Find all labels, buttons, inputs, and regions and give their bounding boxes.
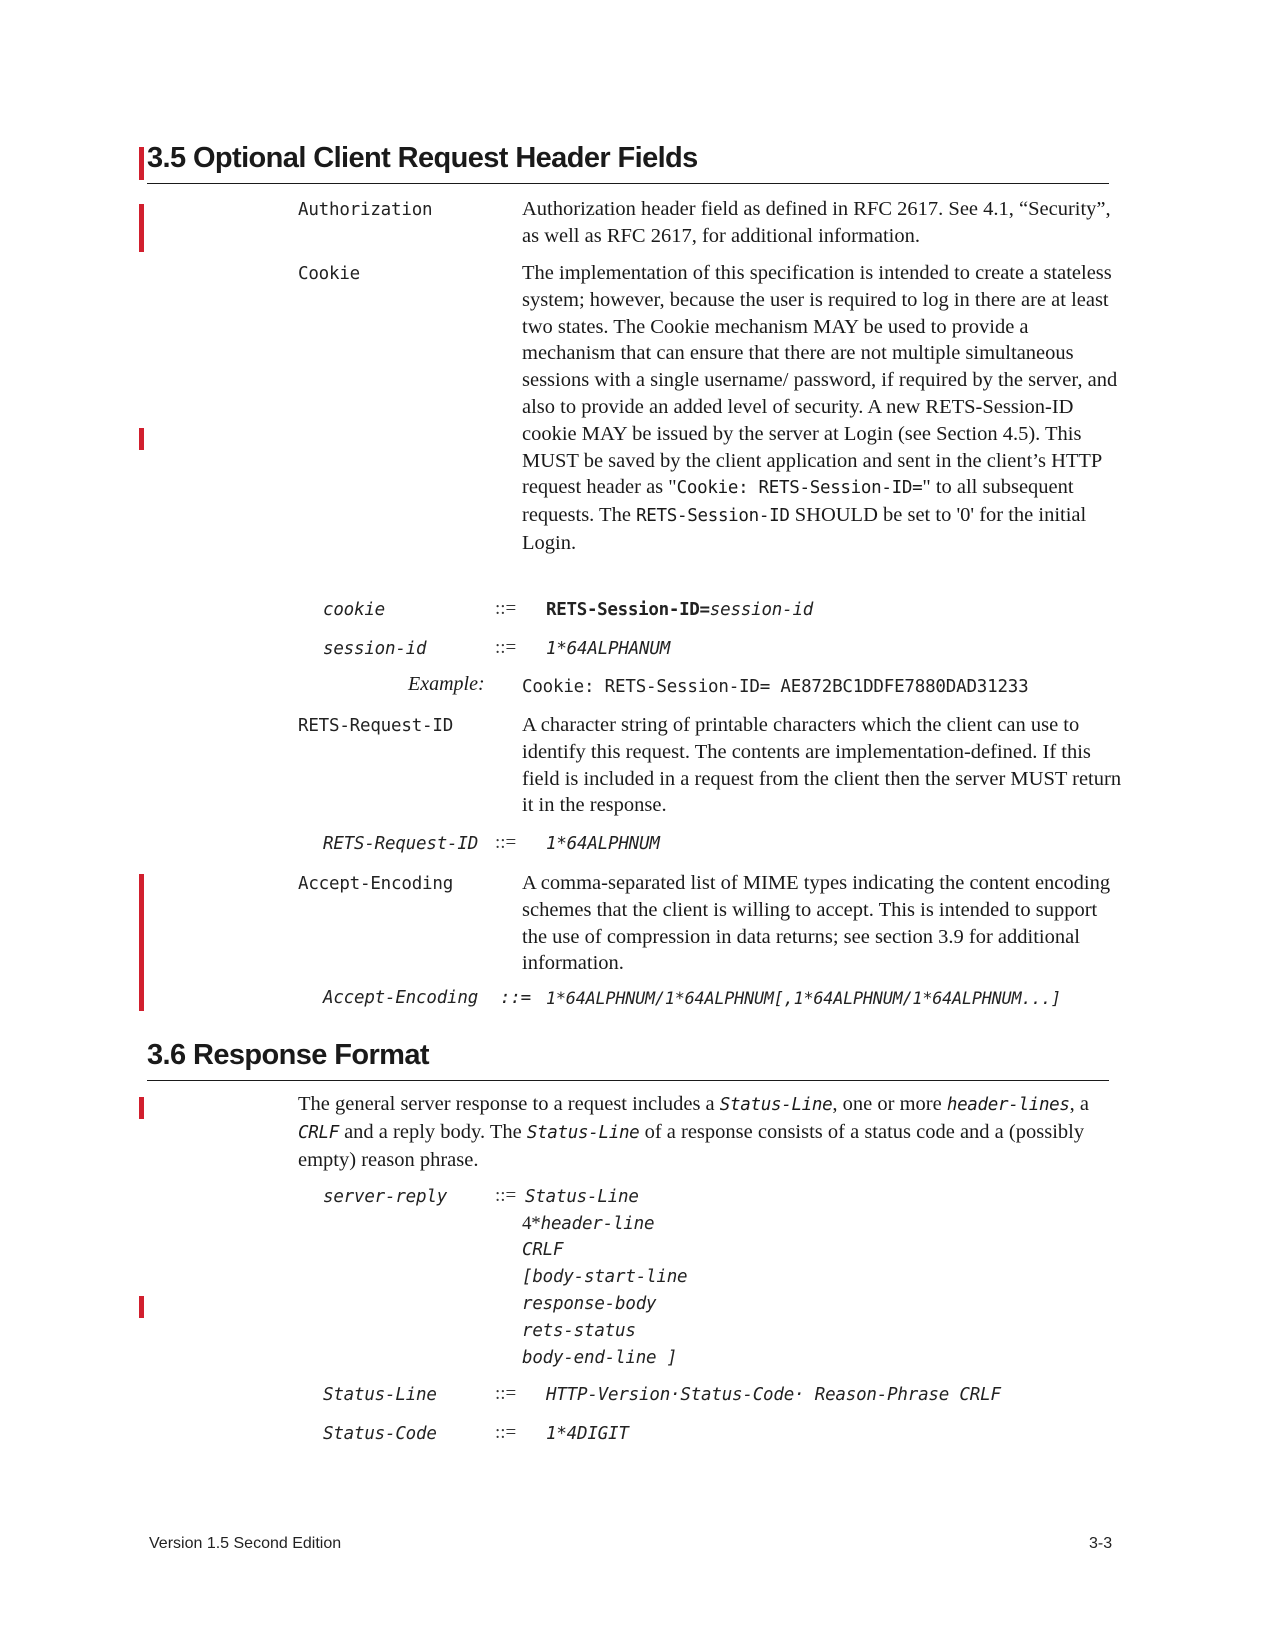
field-term-cookie: Cookie — [298, 264, 361, 284]
field-term-rets-request-id: RETS-Request-ID — [298, 716, 454, 736]
grammar-rhs-accept-encoding: 1*64ALPHNUM/1*64ALPHNUM[,1*64ALPHNUM/1*64ALPHNUM...] — [546, 988, 1061, 1008]
intro-term: Status-Line — [719, 1095, 833, 1115]
cookie-desc-text-2: " to all subsequent requests. The — [522, 476, 1074, 527]
footer-edition: Version 1.5 Second Edition — [149, 1535, 342, 1552]
heading-rule — [147, 1080, 1109, 1081]
change-bar — [139, 1097, 144, 1119]
section-heading-3-5: 3.5 Optional Client Request Header Fields — [147, 142, 698, 174]
grammar-lhs-session-id: session-id — [323, 639, 427, 659]
intro-text: The general server response to a request includes a — [298, 1093, 720, 1115]
field-desc-authorization: Authorization header field as defined in RFC 2617. See 4.1, “Security”, as well as RFC 2617, for additional information. — [522, 198, 1111, 247]
intro-term: header-lines — [946, 1095, 1070, 1115]
field-term-authorization: Authorization — [298, 200, 433, 220]
grammar-rhs-cookie — [546, 600, 813, 620]
example-label: Example: — [408, 673, 485, 695]
grammar-lhs-rets-request-id: RETS-Request-ID — [323, 834, 479, 854]
grammar-operator: ::= — [500, 988, 532, 1008]
intro-text: , one or more — [832, 1093, 947, 1115]
grammar-rhs-status-line: HTTP-Version·Status-Code· Reason-Phrase CRLF — [546, 1385, 1001, 1405]
grammar-rhs-session-id: 1*64ALPHANUM — [546, 639, 671, 659]
repeat-prefix: 4* — [522, 1213, 541, 1234]
cookie-desc-text-1: The implementation of this specification is intended to create a stateless system; however, because the user is required to log in there are at least two states. The Cookie mechanism MAY be used to provide a mechanism that can ensure that there are not multiple simultaneous sessions with a single username/ password, if required by the server, and also to provide an added level of security. A new RETS-Session-ID cookie MAY be issued by the server at Login (see Section 4.5). This MUST be saved by the client application and sent in the client’s HTTP request header as " — [522, 262, 1118, 499]
server-reply-line — [522, 1213, 654, 1235]
grammar-lhs-cookie: cookie — [323, 600, 386, 620]
server-reply-line: [body-start-line — [522, 1267, 688, 1287]
server-reply-line: Status-Line — [525, 1187, 639, 1207]
grammar-rhs-status-code: 1*4DIGIT — [546, 1424, 629, 1444]
intro-text: , a — [1069, 1093, 1090, 1115]
intro-text: and a reply body. The — [338, 1120, 527, 1143]
cookie-desc-code-2: RETS-Session-ID — [636, 506, 790, 527]
grammar-rhs-bold: RETS-Session-ID= — [546, 600, 710, 620]
grammar-lhs-server-reply: server-reply — [323, 1187, 448, 1207]
grammar-lhs-status-line: Status-Line — [323, 1385, 437, 1405]
change-bar — [139, 874, 144, 1011]
grammar-lhs-accept-encoding: Accept-Encoding — [323, 988, 479, 1008]
server-reply-line: response-body — [522, 1294, 657, 1314]
heading-rule — [147, 183, 1109, 184]
cookie-desc-code-1: Cookie: RETS-Session-ID= — [676, 478, 923, 499]
grammar-operator: ::= — [495, 1422, 517, 1443]
change-bar — [139, 204, 144, 252]
footer-page-number: 3-3 — [1089, 1535, 1113, 1552]
response-format-intro — [298, 1091, 1113, 1173]
grammar-operator: ::= — [495, 637, 517, 658]
change-bar — [139, 428, 144, 450]
field-desc-rets-request-id: A character string of printable characters which the client can use to identify this request. The contents are implementation-defined. If this field is included in a request from the client then the server MUST return it in the response. — [522, 714, 1122, 817]
intro-text: of a response consists of a status code and a (possibly empty) reason phrase. — [298, 1120, 1085, 1171]
grammar-operator: ::= — [495, 598, 517, 619]
grammar-operator: ::= — [495, 1383, 517, 1404]
cookie-desc-text-3: SHOULD be set to '0' for the initial Login. — [522, 504, 1087, 554]
server-reply-line: rets-status — [522, 1321, 636, 1341]
grammar-operator: ::= — [495, 832, 517, 853]
field-desc-accept-encoding: A comma-separated list of MIME types indicating the content encoding schemes that the client is willing to accept. This is intended to support the use of compression in data returns; see section 3.9 for additional information. — [522, 872, 1111, 975]
server-reply-line: CRLF — [522, 1240, 564, 1260]
example-value: Cookie: RETS-Session-ID= AE872BC1DDFE7880DAD31233 — [522, 677, 1029, 697]
grammar-operator: ::= — [495, 1185, 517, 1206]
field-desc-cookie — [522, 260, 1122, 557]
grammar-lhs-status-code: Status-Code — [323, 1424, 437, 1444]
change-bar — [139, 147, 144, 180]
change-bar — [139, 1296, 144, 1318]
intro-term: Status-Line — [526, 1122, 640, 1143]
grammar-rhs-rets-request-id: 1*64ALPHNUM — [546, 834, 660, 854]
server-reply-line: body-end-line ] — [522, 1348, 678, 1368]
section-heading-3-6: 3.6 Response Format — [147, 1039, 429, 1071]
intro-term: CRLF — [298, 1122, 339, 1143]
server-reply-line-text: header-line — [540, 1214, 655, 1234]
field-term-accept-encoding: Accept-Encoding — [298, 874, 454, 894]
grammar-rhs-italic: session-id — [709, 600, 814, 620]
